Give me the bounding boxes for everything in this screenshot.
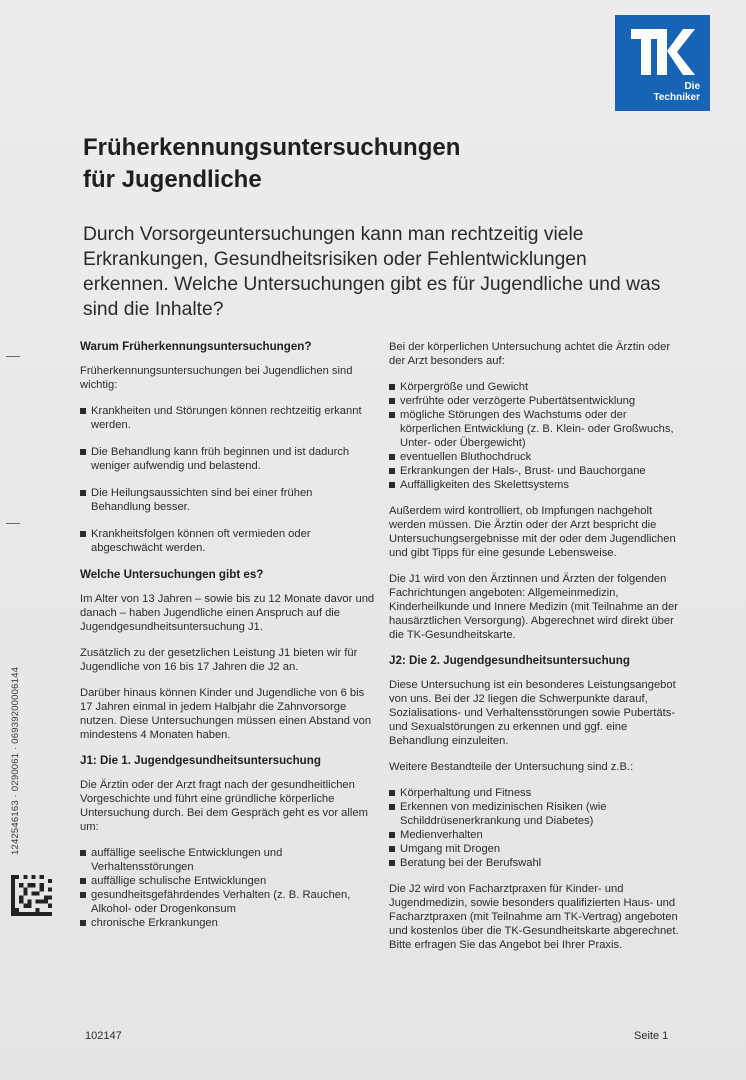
tk-logo-text bbox=[615, 81, 700, 103]
j2-list bbox=[389, 786, 689, 870]
j1-paragraph: Die Ärztin oder der Arzt fragt nach der gesundheitlichen Vorgeschichte und führt eine gründliche körperliche Untersuchung durch. Bei dem Gespräch geht es vor allem um: bbox=[80, 779, 368, 833]
list-item: Die Behandlung kann früh beginnen und ist dadurch weniger aufwendig und belastend. bbox=[80, 445, 375, 473]
which-paragraph-1: Im Alter von 13 Jahren – sowie bis zu 12 Monate davor und danach – haben Jugendliche einen Anspruch auf die Jugendgesundheitsuntersuchung J1. bbox=[80, 593, 375, 633]
j1-heading: J1: Die 1. Jugendgesundheitsuntersuchung bbox=[80, 754, 321, 767]
why-intro: Früherkennungsuntersuchungen bei Jugendlichen sind wichtig: bbox=[80, 365, 353, 391]
title-line-1: Früherkennungsuntersuchungen bbox=[83, 134, 461, 161]
page-title bbox=[83, 132, 603, 196]
tk-logo bbox=[615, 15, 710, 111]
j1-list bbox=[80, 846, 375, 930]
title-line-2: für Jugendliche bbox=[83, 166, 262, 193]
vaccination-paragraph: Außerdem wird kontrolliert, ob Impfungen nachgeholt werden müssen. Die Ärztin oder der Arzt bespricht die Untersuchungsergebnisse mit der oder dem Jugendlichen und gibt Tipps für eine gesunde Lebensweise. bbox=[389, 505, 676, 559]
j2-heading: J2: Die 2. Jugendgesundheitsuntersuchung bbox=[389, 654, 630, 667]
list-item: Krankheiten und Störungen können rechtzeitig erkannt werden. bbox=[80, 404, 375, 432]
j1-offer-paragraph: Die J1 wird von den Ärztinnen und Ärzten der folgenden Fachrichtungen angeboten: Allgemeinmedizin, Kinderheilkunde und Innere Medizin (mit Teilnahme an der hausärztlichen Versorgung). Abgerechnet wird direkt über die TK-Gesundheitskarte. bbox=[389, 573, 678, 641]
list-item: Krankheitsfolgen können oft vermieden oder abgeschwächt werden. bbox=[80, 527, 375, 555]
datamatrix-code bbox=[11, 875, 52, 916]
fold-mark bbox=[6, 356, 20, 357]
side-code: 1242546163 · 0290061 · 06939200006144 bbox=[10, 666, 21, 855]
list-item: eventuellen Bluthochdruck bbox=[389, 450, 689, 464]
why-list bbox=[80, 404, 375, 555]
footer-code: 102147 bbox=[85, 1030, 122, 1042]
which-heading: Welche Untersuchungen gibt es? bbox=[80, 568, 264, 581]
j2-more-intro: Weitere Bestandteile der Untersuchung sind z.B.: bbox=[389, 761, 634, 773]
list-item: Umgang mit Drogen bbox=[389, 842, 689, 856]
exam-list bbox=[389, 380, 689, 492]
which-paragraph-3: Darüber hinaus können Kinder und Jugendliche von 6 bis 17 Jahren einmal in jedem Halbjahr die Zahnvorsorge nutzen. Diese Untersuchungen müssen einen Abstand von mindestens 4 Monaten haben. bbox=[80, 687, 372, 741]
list-item: Körpergröße und Gewicht bbox=[389, 380, 689, 394]
tk-logo-icon bbox=[631, 29, 695, 75]
list-item: Auffälligkeiten des Skelettsystems bbox=[389, 478, 689, 492]
which-paragraph-2: Zusätzlich zu der gesetzlichen Leistung J1 bieten wir für Jugendliche von 16 bis 17 Jahren die J2 an. bbox=[80, 647, 358, 673]
list-item: Erkennen von medizinischen Risiken (wie Schilddrüsenerkrankung und Diabetes) bbox=[389, 800, 689, 828]
list-item: verfrühte oder verzögerte Pubertätsentwicklung bbox=[389, 394, 689, 408]
list-item: auffällige schulische Entwicklungen bbox=[80, 874, 375, 888]
list-item: gesundheitsgefährdendes Verhalten (z. B. Rauchen, Alkohol- oder Drogenkonsum bbox=[80, 888, 375, 916]
list-item: chronische Erkrankungen bbox=[80, 916, 375, 930]
right-column bbox=[389, 340, 689, 964]
j2-paragraph: Diese Untersuchung ist ein besonderes Leistungsangebot von uns. Bei der J2 liegen die Schwerpunkte darauf, Sozialisations- und Verhaltensstörungen sowie Pubertäts- und Sexualstörungen zu erkennen und ggf. eine Behandlung einzuleiten. bbox=[389, 679, 676, 747]
exam-intro: Bei der körperlichen Untersuchung achtet die Ärztin oder der Arzt besonders auf: bbox=[389, 341, 671, 367]
lead-paragraph: Durch Vorsorgeuntersuchungen kann man rechtzeitig viele Erkrankungen, Gesundheitsrisiken oder Fehlentwicklungen erkennen. Welche Untersuchungen gibt es für Jugendliche und was sind die Inhalte? bbox=[83, 224, 661, 320]
list-item: mögliche Störungen des Wachstums oder der körperlichen Entwicklung (z. B. Klein- oder Großwuchs, Unter- oder Übergewicht) bbox=[389, 408, 689, 450]
logo-line-techniker: Techniker bbox=[653, 92, 700, 103]
page-number: Seite 1 bbox=[634, 1030, 669, 1042]
list-item: Medienverhalten bbox=[389, 828, 689, 842]
j2-offer-paragraph: Die J2 wird von Facharztpraxen für Kinder- und Jugendmedizin, sowie besonders qualifizierten Haus- und Facharztpraxen (mit Teilnahme am TK-Vertrag) angeboten und kostenlos über die TK-Gesundheitskarte abgerechnet. Bitte erfragen Sie das Angebot bei Ihrer Praxis. bbox=[389, 883, 679, 951]
list-item: auffällige seelische Entwicklungen und Verhaltensstörungen bbox=[80, 846, 375, 874]
list-item: Beratung bei der Berufswahl bbox=[389, 856, 689, 870]
list-item: Körperhaltung und Fitness bbox=[389, 786, 689, 800]
left-column bbox=[80, 340, 375, 942]
list-item: Die Heilungsaussichten sind bei einer frühen Behandlung besser. bbox=[80, 486, 375, 514]
logo-line-die: Die bbox=[684, 81, 700, 92]
why-heading: Warum Früherkennungsuntersuchungen? bbox=[80, 340, 312, 353]
list-item: Erkrankungen der Hals-, Brust- und Bauchorgane bbox=[389, 464, 689, 478]
fold-mark bbox=[6, 523, 20, 524]
